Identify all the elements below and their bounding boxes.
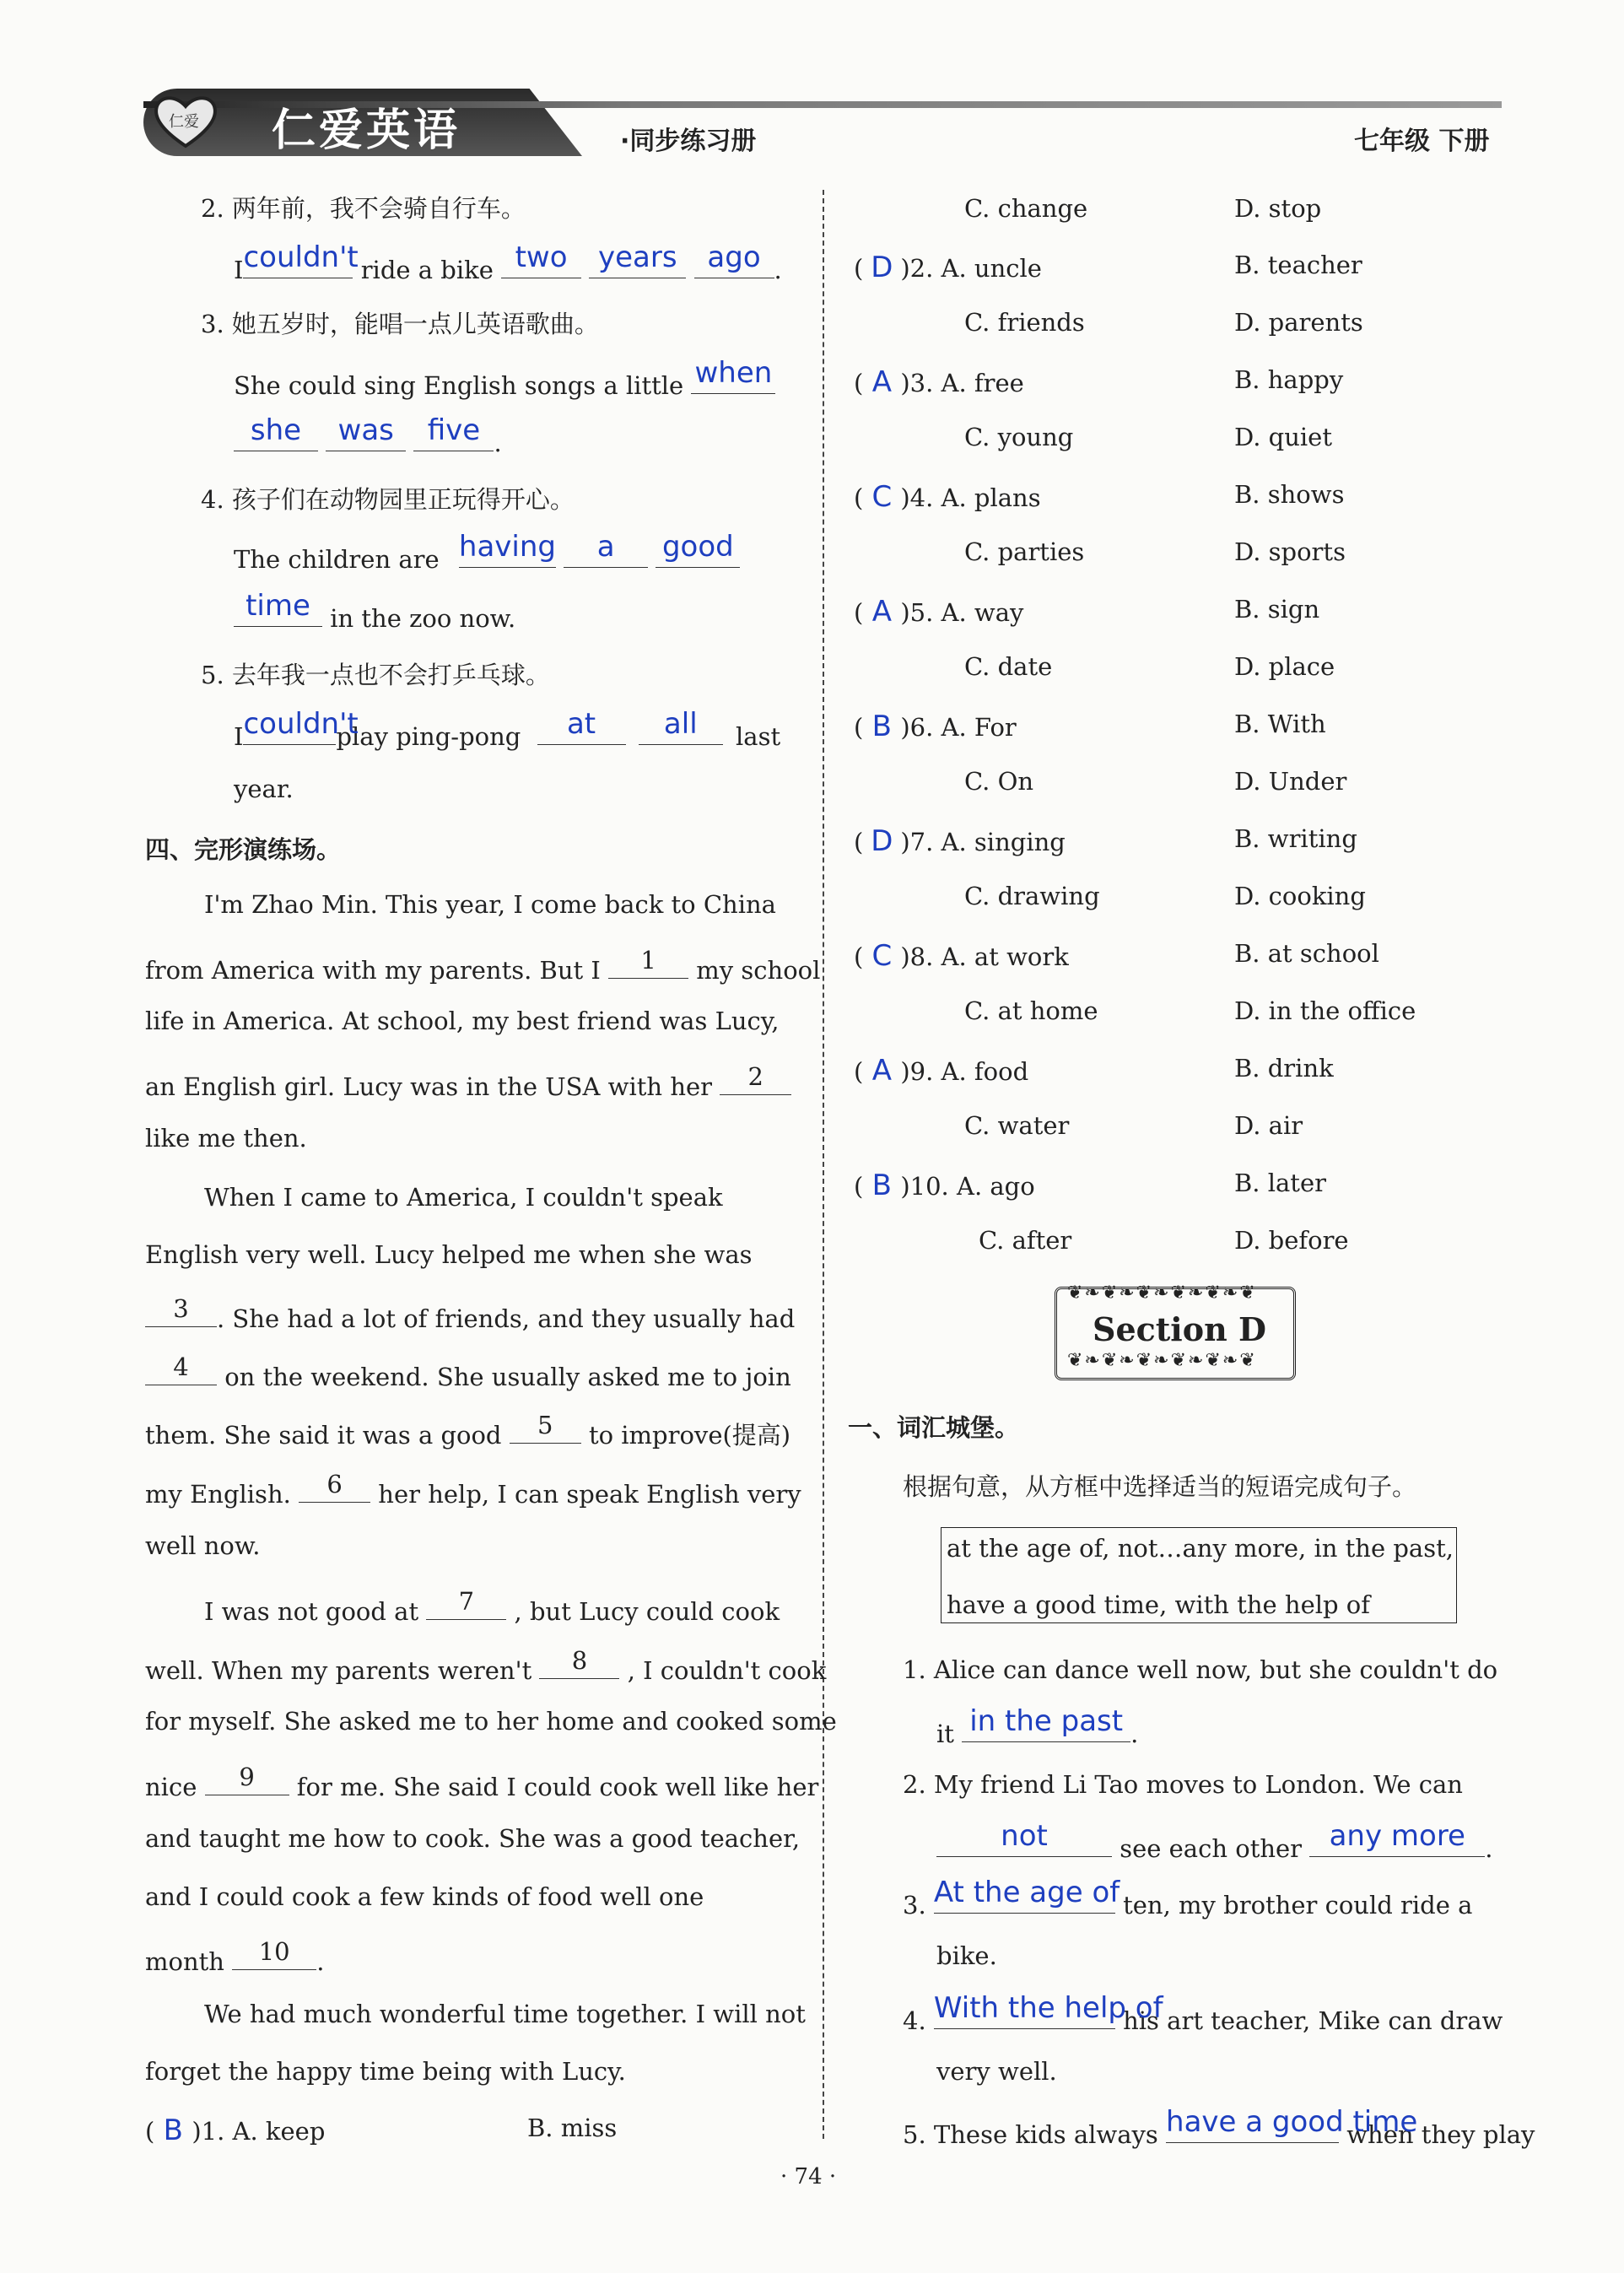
translation-item-3-en: She could sing English songs a little when bbox=[234, 364, 775, 400]
option: B. With bbox=[1234, 710, 1326, 738]
option: B. drink bbox=[1234, 1054, 1334, 1083]
vocab-item-2: 2. My friend Li Tao moves to London. We can bbox=[903, 1770, 1463, 1799]
cloze-line: like me then. bbox=[145, 1124, 307, 1153]
cloze-question-6: ( B )6. A. For bbox=[854, 710, 1017, 743]
cloze-line: for myself. She asked me to her home and cooked some bbox=[145, 1707, 837, 1736]
option: B. sign bbox=[1234, 595, 1320, 624]
cloze-line: and I could cook a few kinds of food well one bbox=[145, 1882, 704, 1911]
cloze-question-5: ( A )5. A. way bbox=[854, 595, 1024, 629]
translation-item-5-en-line2: year. bbox=[234, 775, 294, 803]
cloze-line: English very well. Lucy helped me when she was bbox=[145, 1240, 753, 1269]
vocab-item-2-line2: not see each other any more . bbox=[936, 1828, 1493, 1863]
translation-item-4-en-line2: time in the zoo now. bbox=[234, 597, 515, 633]
cloze-line: an English girl. Lucy was in the USA with her 2 bbox=[145, 1066, 791, 1101]
option: D. parents bbox=[1234, 308, 1363, 337]
option: D. air bbox=[1234, 1111, 1303, 1140]
option: B. writing bbox=[1234, 824, 1357, 853]
vocab-item-3-line2: bike. bbox=[936, 1941, 997, 1970]
page-number: · 74 · bbox=[780, 2164, 837, 2189]
phrase-box-line: at the age of, not…any more, in the past, bbox=[947, 1534, 1454, 1563]
cloze-line: and taught me how to cook. She was a good teacher, bbox=[145, 1824, 801, 1853]
section-title: Section D bbox=[1093, 1310, 1266, 1348]
option: D. cooking bbox=[1234, 882, 1366, 910]
column-divider bbox=[823, 190, 824, 2139]
answer: B bbox=[163, 2114, 183, 2147]
cloze-line: I'm Zhao Min. This year, I come back to China bbox=[204, 890, 776, 919]
translation-item-4-cn: 4. 孩子们在动物园里正玩得开心。 bbox=[201, 485, 575, 514]
option: B. happy bbox=[1234, 365, 1344, 394]
cloze-question-7: ( D )7. A. singing bbox=[854, 824, 1066, 858]
cloze-question-1: ( B )1. A. keep bbox=[145, 2114, 326, 2147]
cloze-line: my English. 6 her help, I can speak English very bbox=[145, 1470, 801, 1509]
phrase-box-line: have a good time, with the help of bbox=[947, 1590, 1370, 1619]
translation-item-5-cn: 5. 去年我一点也不会打乒乓球。 bbox=[201, 661, 550, 689]
cloze-line: 4 on the weekend. She usually asked me to join bbox=[145, 1356, 791, 1391]
option: D. place bbox=[1234, 652, 1335, 681]
option: C. parties bbox=[964, 537, 1085, 566]
vocab-item-3: 3. At the age of ten, my brother could ride a bbox=[903, 1876, 1473, 1919]
translation-item-5-en: I couldn't play ping-pong at all last bbox=[234, 707, 781, 751]
ornament-top-icon: ❦❧❦❧❦❧❦❧❦❧❦ bbox=[1067, 1282, 1257, 1304]
translation-item-4-en: The children are having a good bbox=[234, 538, 740, 574]
cloze-title: 四、完形演练场。 bbox=[145, 835, 342, 864]
option: C. On bbox=[964, 767, 1034, 796]
cloze-question-1-b: B. miss bbox=[527, 2114, 618, 2142]
translation-item-3-en-line2: she was five . bbox=[234, 422, 502, 457]
brand-title: 仁爱英语 bbox=[272, 105, 461, 156]
cloze-line: I was not good at 7 , but Lucy could cook bbox=[204, 1587, 780, 1626]
translation-item-3-cn: 3. 她五岁时，能唱一点儿英语歌曲。 bbox=[201, 310, 599, 338]
vocab-item-1-line2: it in the past . bbox=[936, 1704, 1139, 1748]
option: C. at home bbox=[964, 996, 1098, 1025]
option: C. drawing bbox=[964, 882, 1100, 910]
cloze-question-2: ( D )2. A. uncle bbox=[854, 251, 1042, 284]
option: C. after bbox=[979, 1226, 1072, 1255]
instruction: 根据句意，从方框中选择适当的短语完成句子。 bbox=[903, 1472, 1417, 1501]
option: D. sports bbox=[1234, 537, 1346, 566]
option: D. Under bbox=[1234, 767, 1347, 796]
option: B. shows bbox=[1234, 480, 1345, 509]
cloze-question-3: ( A )3. A. free bbox=[854, 365, 1024, 399]
option: C. young bbox=[964, 423, 1074, 451]
vocab-item-5: 5. These kids always have a good time when they play bbox=[903, 2105, 1535, 2149]
option: C. date bbox=[964, 652, 1053, 681]
cloze-question-8: ( C )8. A. at work bbox=[854, 939, 1069, 973]
part-title: 一、词汇城堡。 bbox=[848, 1413, 1020, 1442]
vocab-item-4: 4. With the help of his art teacher, Mike can draw bbox=[903, 1991, 1503, 2035]
cloze-line: well now. bbox=[145, 1531, 261, 1560]
cloze-question-1-c: C. change bbox=[964, 194, 1088, 223]
answer: couldn't bbox=[243, 240, 359, 274]
cloze-line: well. When my parents weren't 8 , I couldn't cook bbox=[145, 1646, 827, 1685]
cloze-question-9: ( A )9. A. food bbox=[854, 1054, 1029, 1088]
option: D. before bbox=[1234, 1226, 1349, 1255]
vocab-item-4-line2: very well. bbox=[936, 2057, 1057, 2086]
option: B. at school bbox=[1234, 939, 1379, 968]
cloze-question-4: ( C )4. A. plans bbox=[854, 480, 1041, 514]
grade-label: 七年级 下册 bbox=[1354, 127, 1490, 156]
cloze-question-10: ( B )10. A. ago bbox=[854, 1169, 1035, 1202]
cloze-line: When I came to America, I couldn't speak bbox=[204, 1183, 723, 1212]
cloze-line: forget the happy time being with Lucy. bbox=[145, 2057, 626, 2086]
cloze-line: them. She said it was a good 5 to improve(提高) bbox=[145, 1411, 791, 1450]
ornament-bottom-icon: ❦❧❦❧❦❧❦❧❦❧❦ bbox=[1067, 1350, 1257, 1371]
vocab-item-1: 1. Alice can dance well now, but she couldn't do bbox=[903, 1655, 1498, 1684]
cloze-line: nice 9 for me. She said I could cook well like her bbox=[145, 1763, 819, 1801]
translation-item-2-en: I couldn't ride a bike two years ago . bbox=[234, 240, 782, 284]
option: D. quiet bbox=[1234, 423, 1332, 451]
option: D. in the office bbox=[1234, 996, 1416, 1025]
cloze-line: We had much wonderful time together. I will not bbox=[204, 2000, 806, 2028]
cloze-line: life in America. At school, my best friend was Lucy, bbox=[145, 1007, 780, 1035]
cloze-question-1-d: D. stop bbox=[1234, 194, 1322, 223]
cloze-line: 3 . She had a lot of friends, and they usually had bbox=[145, 1298, 795, 1333]
cloze-line: from America with my parents. But I 1 my school bbox=[145, 946, 821, 985]
option: B. teacher bbox=[1234, 251, 1362, 279]
cloze-line: month 10 . bbox=[145, 1937, 325, 1976]
book-subtitle: ·同步练习册 bbox=[620, 127, 757, 156]
option: C. water bbox=[964, 1111, 1070, 1140]
logo-text: 仁爱 bbox=[169, 113, 199, 131]
option: C. friends bbox=[964, 308, 1085, 337]
option: B. later bbox=[1234, 1169, 1326, 1197]
translation-item-2-cn: 2. 两年前，我不会骑自行车。 bbox=[201, 194, 526, 223]
